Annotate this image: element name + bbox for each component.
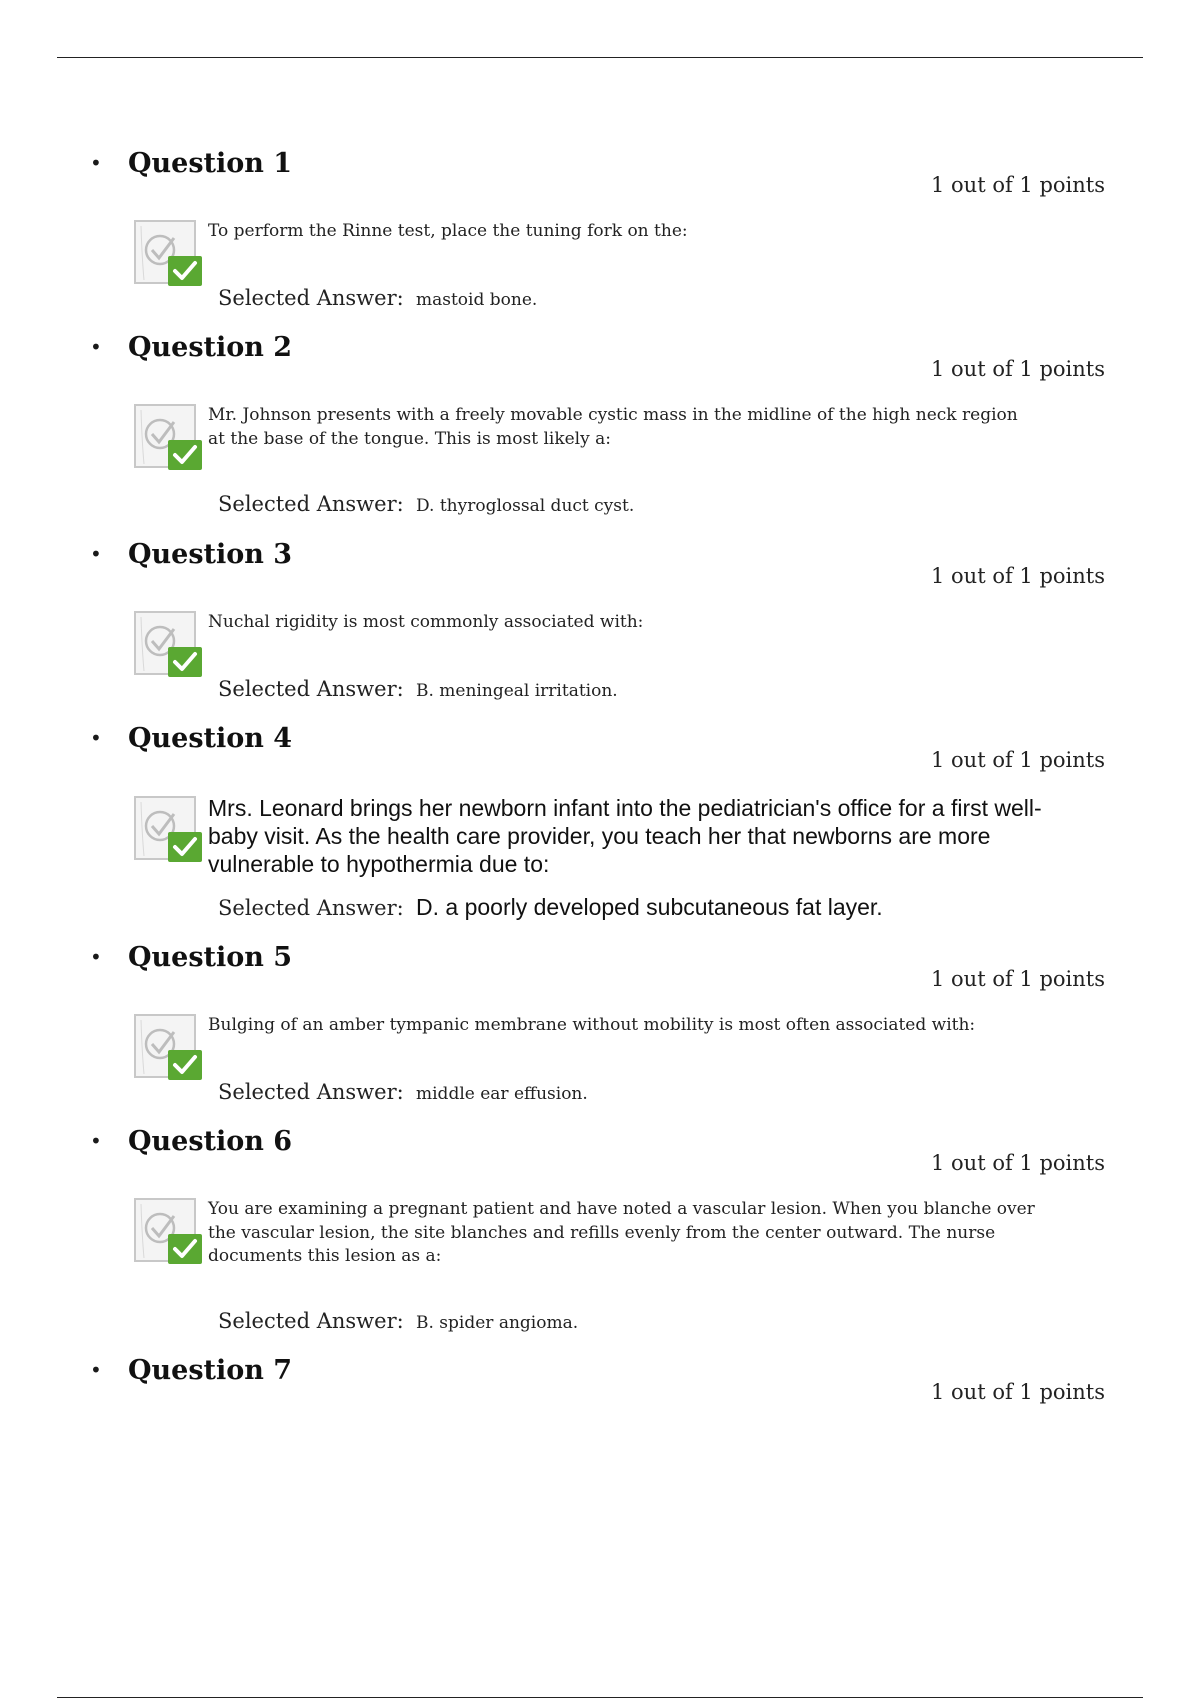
bullet: •: [90, 335, 102, 359]
question-text: To perform the Rinne test, place the tuning fork on the:: [208, 221, 688, 241]
selected-answer-row: [218, 1080, 588, 1104]
question-title: Question 4: [128, 722, 293, 754]
bullet: •: [90, 726, 102, 750]
selected-answer-row: [218, 286, 537, 310]
selected-answer-value: mastoid bone.: [416, 290, 538, 310]
bullet: •: [90, 1129, 102, 1153]
points-score: 1 out of 1 points: [931, 1380, 1105, 1404]
top-rule: [57, 57, 1143, 58]
question-text: You are examining a pregnant patient and have noted a vascular lesion. When you blanche over the vascular lesion, the site blanches and refills evenly from the center outward. The nurse documents this lesion as a:: [208, 1199, 1035, 1266]
points-score: 1 out of 1 points: [931, 967, 1105, 991]
question-heading: [90, 718, 292, 758]
points-score: 1 out of 1 points: [931, 748, 1105, 772]
question-text: Nuchal rigidity is most commonly associated with:: [208, 612, 644, 632]
selected-answer-label: Selected Answer:: [218, 492, 404, 516]
selected-answer-value: B. meningeal irritation.: [416, 681, 618, 701]
selected-answer-value: D. a poorly developed subcutaneous fat layer.: [416, 894, 883, 920]
bottom-rule: [57, 1697, 1143, 1698]
selected-answer-row: [218, 894, 883, 921]
selected-answer-label: Selected Answer:: [218, 1080, 404, 1104]
selected-answer-label: Selected Answer:: [218, 1309, 404, 1333]
selected-answer-label: Selected Answer:: [218, 286, 404, 310]
correct-answer-icon: [132, 402, 204, 472]
bullet: •: [90, 1358, 102, 1382]
question-title: Question 7: [128, 1354, 293, 1386]
selected-answer-row: [218, 1309, 578, 1333]
points-score: 1 out of 1 points: [931, 564, 1105, 588]
question-heading: [90, 327, 292, 367]
question-title: Question 6: [128, 1125, 293, 1157]
question-text: Mrs. Leonard brings her newborn infant into the pediatrician's office for a first well-baby visit. As the health care provider, you teach her that newborns are more vulnerable to hypothermia due to:: [208, 795, 1042, 877]
question-title: Question 2: [128, 331, 293, 363]
correct-answer-icon: [132, 794, 204, 864]
selected-answer-label: Selected Answer:: [218, 677, 404, 701]
question-text: Mr. Johnson presents with a freely movable cystic mass in the midline of the high neck region at the base of the tongue. This is most likely a:: [208, 405, 1018, 449]
points-score: 1 out of 1 points: [931, 173, 1105, 197]
bullet: •: [90, 542, 102, 566]
question-title: Question 1: [128, 147, 293, 179]
selected-answer-value: middle ear effusion.: [416, 1084, 588, 1104]
bullet: •: [90, 945, 102, 969]
selected-answer-row: [218, 492, 634, 516]
selected-answer-value: B. spider angioma.: [416, 1313, 579, 1333]
question-heading: [90, 1121, 292, 1161]
question-text: Bulging of an amber tympanic membrane without mobility is most often associated with:: [208, 1015, 976, 1035]
question-title: Question 5: [128, 941, 293, 973]
correct-answer-icon: [132, 1012, 204, 1082]
question-title: Question 3: [128, 538, 293, 570]
correct-answer-icon: [132, 218, 204, 288]
question-heading: [90, 1350, 292, 1390]
selected-answer-row: [218, 677, 618, 701]
correct-answer-icon: [132, 609, 204, 679]
selected-answer-value: D. thyroglossal duct cyst.: [416, 496, 635, 516]
question-heading: [90, 534, 292, 574]
bullet: •: [90, 151, 102, 175]
correct-answer-icon: [132, 1196, 204, 1266]
question-heading: [90, 937, 292, 977]
question-heading: [90, 143, 292, 183]
points-score: 1 out of 1 points: [931, 1151, 1105, 1175]
selected-answer-label: Selected Answer:: [218, 896, 404, 920]
points-score: 1 out of 1 points: [931, 357, 1105, 381]
